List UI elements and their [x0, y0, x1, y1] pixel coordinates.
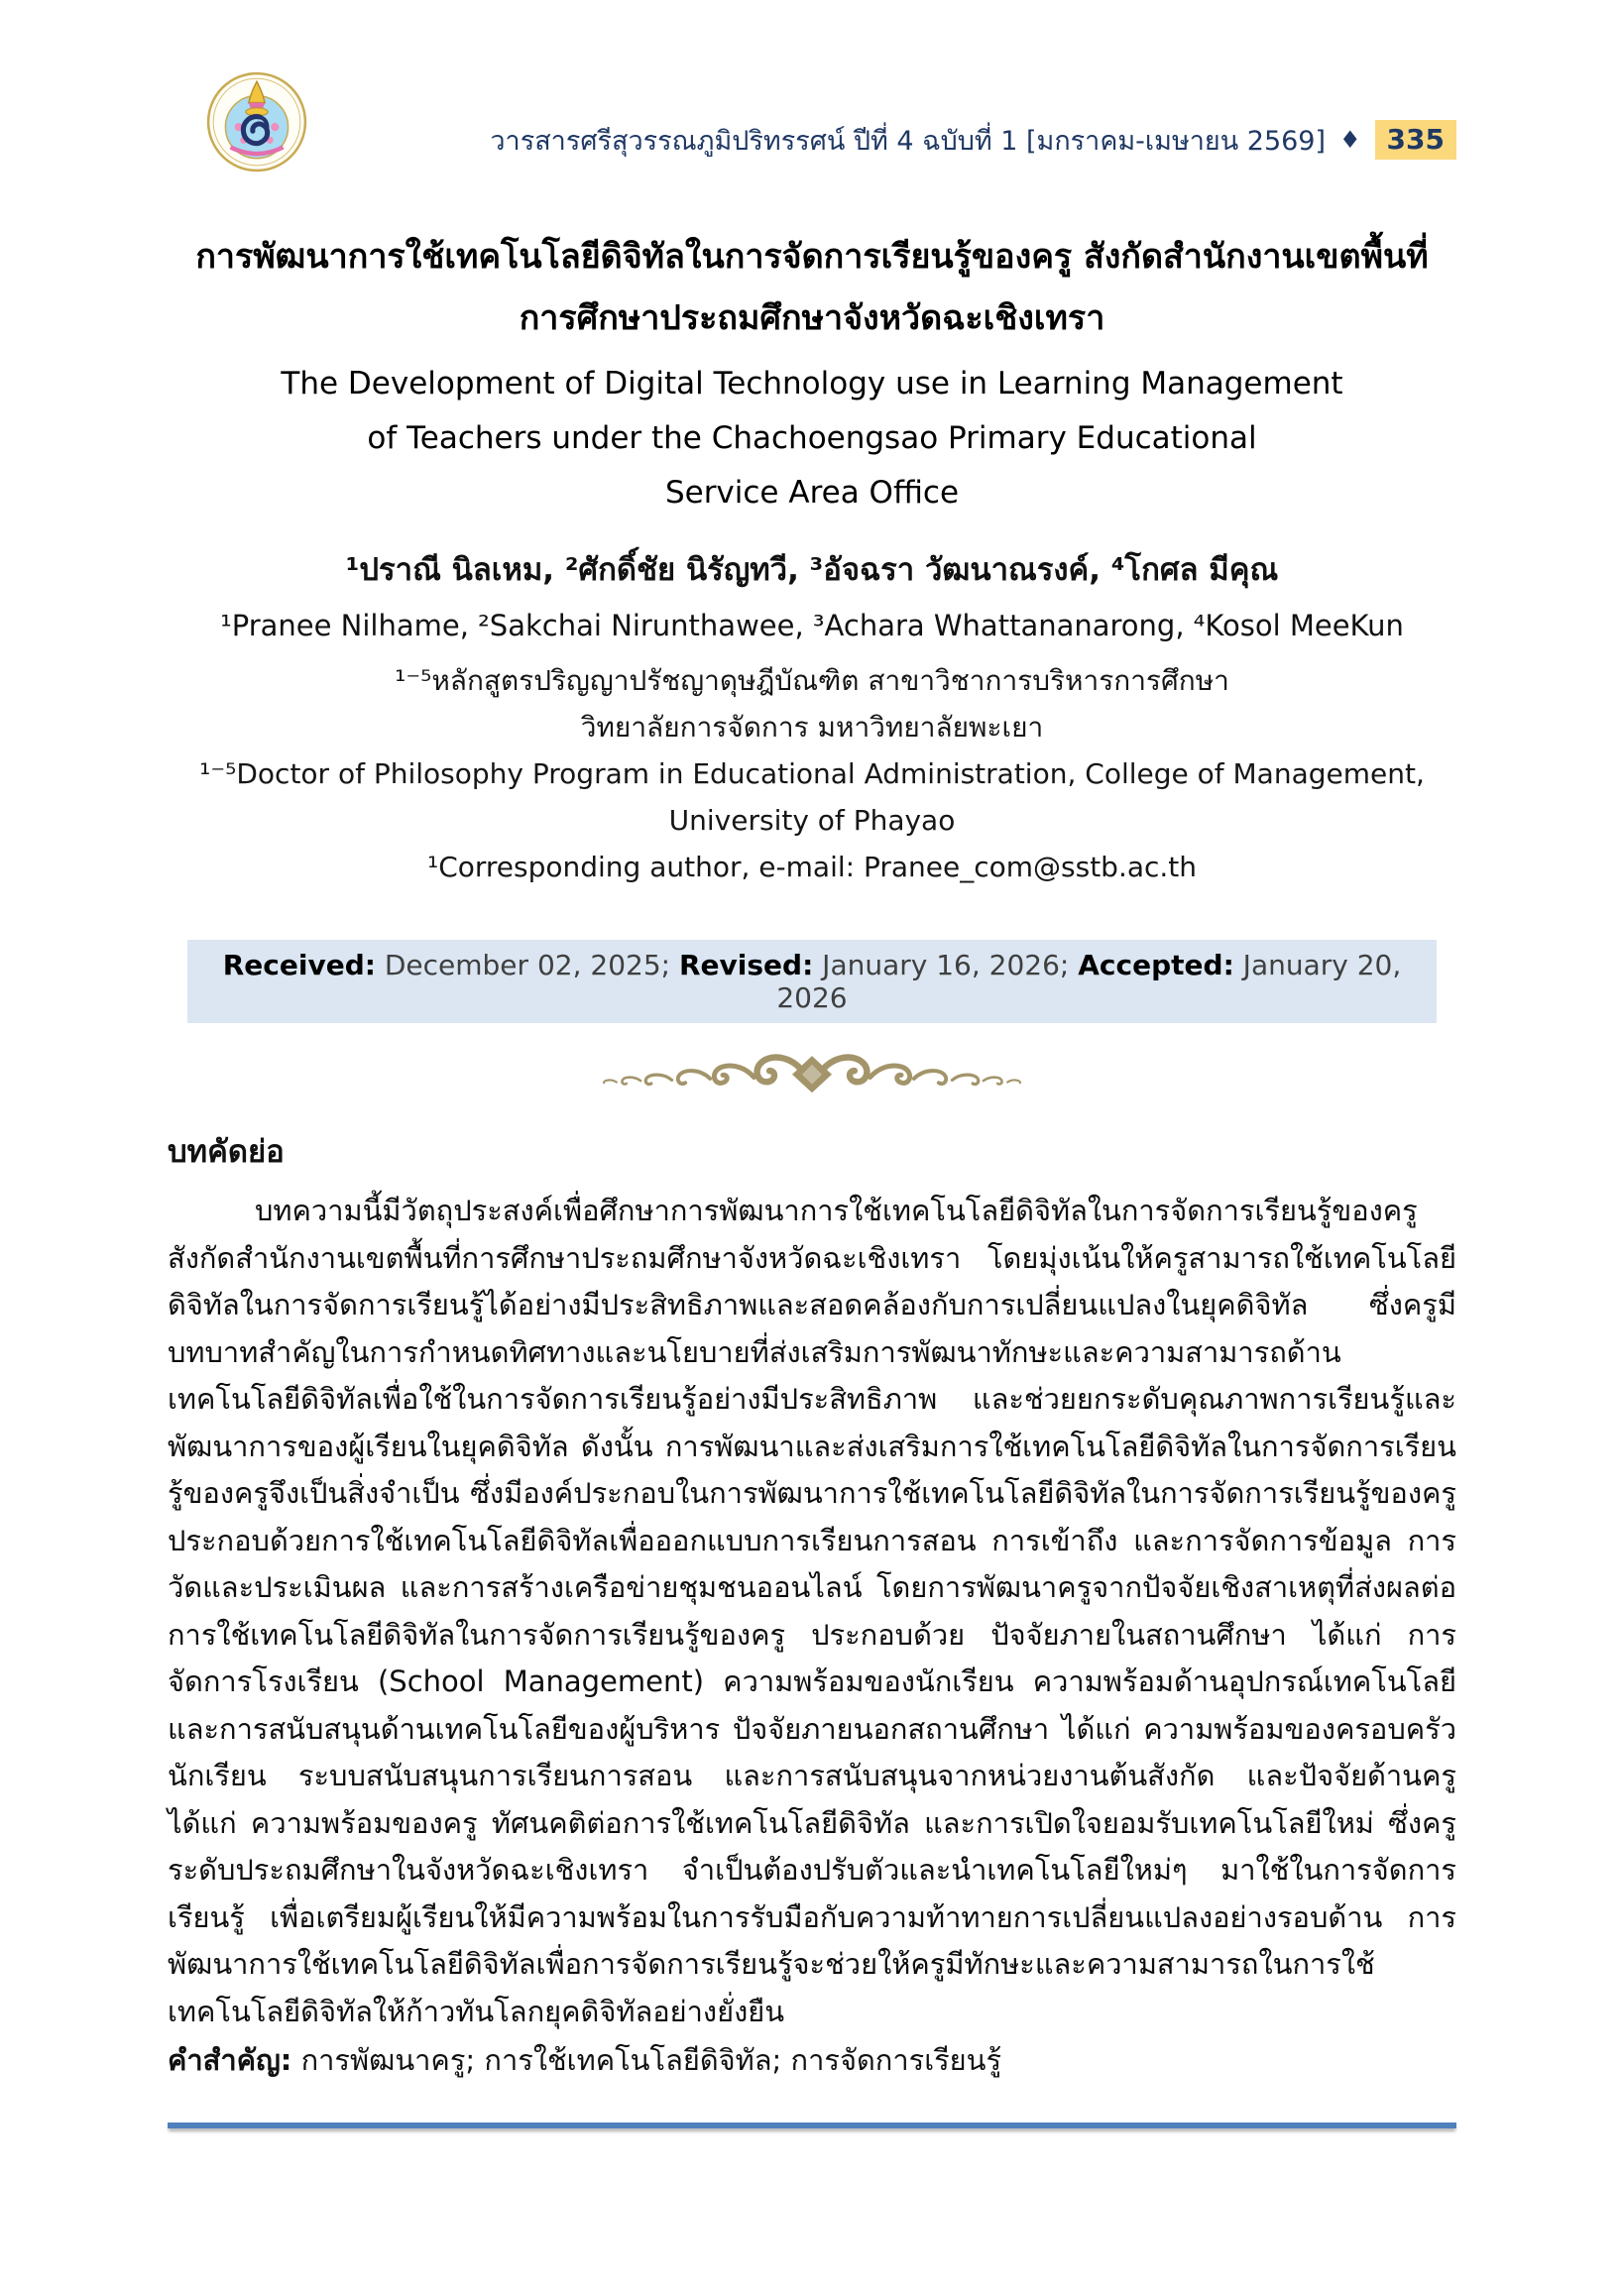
university-seal-logo — [203, 66, 310, 173]
corresponding-author-line: ¹Corresponding author, e-mail: Pranee_com@sstb.ac.th — [426, 851, 1198, 883]
article-title-thai-line2: การศึกษาประถมศึกษาจังหวัดฉะเชิงเทรา — [519, 298, 1105, 338]
revised-date: January 16, 2026; — [813, 949, 1079, 981]
affiliation-thai-line2: วิทยาลัยการจัดการ มหาวิทยาลัยพะเยา — [580, 711, 1044, 744]
keywords-label: คำสำคัญ: — [168, 2043, 292, 2077]
page-content — [168, 0, 1456, 2128]
keywords-line — [168, 2037, 1456, 2085]
journal-header-line — [490, 79, 1456, 162]
page-header — [168, 0, 1456, 176]
page-number-badge: 335 — [1375, 120, 1456, 160]
ornament-divider — [564, 1047, 1060, 1100]
authors-english: ¹Pranee Nilhame, ²Sakchai Nirunthawee, ³Achara Whattananarong, ⁴Kosol MeeKun — [220, 609, 1404, 642]
keywords-value: การพัฒนาครู; การใช้เทคโนโลยีดิจิทัล; การจัดการเรียนรู้ — [291, 2043, 1002, 2077]
affiliation-english-line2: University of Phayao — [668, 804, 956, 837]
diamond-icon: ♦ — [1339, 126, 1361, 154]
accepted-date: January 20, 2026 — [776, 949, 1402, 1014]
article-title-english-line2: of Teachers under the Chachoengsao Primary Educational — [367, 420, 1257, 456]
article-dates-bar — [187, 940, 1437, 1023]
article-title-thai — [168, 226, 1456, 349]
article-title-english-line3: Service Area Office — [664, 475, 960, 511]
received-date: December 02, 2025; — [375, 949, 679, 981]
received-label: Received: — [222, 949, 376, 981]
abstract-heading: บทคัดย่อ — [168, 1134, 285, 1170]
journal-title-text: วารสารศรีสุวรรณภูมิปริทรรศน์ ปีที่ 4 ฉบับที่ 1 [มกราคม-เมษายน 2569] — [490, 125, 1327, 157]
article-title-english — [168, 357, 1456, 520]
revised-label: Revised: — [678, 949, 814, 981]
accepted-label: Accepted: — [1078, 949, 1234, 981]
authors-thai: ¹ปราณี นิลเหม, ²ศักดิ์ชัย นิรัญทวี, ³อัจฉรา วัฒนาณรงค์, ⁴โกศล มีคุณ — [345, 552, 1279, 588]
affiliation-block — [168, 657, 1456, 890]
bottom-divider-rule — [168, 2123, 1456, 2128]
article-title-thai-line1: การพัฒนาการใช้เทคโนโลยีดิจิทัลในการจัดการเรียนรู้ของครู สังกัดสำนักงานเขตพื้นที่ — [195, 237, 1429, 277]
affiliation-thai-line1: ¹⁻⁵หลักสูตรปริญญาปรัชญาดุษฎีบัณฑิต สาขาวิชาการบริหารการศึกษา — [395, 664, 1229, 697]
affiliation-english-line1: ¹⁻⁵Doctor of Philosophy Program in Educational Administration, College of Management, — [199, 757, 1425, 790]
abstract-paragraph: บทความนี้มีวัตถุประสงค์เพื่อศึกษาการพัฒนาการใช้เทคโนโลยีดิจิทัลในการจัดการเรียนรู้ของครูสังกัดสำนักงานเขตพื้นที่การศึกษาประถมศึกษาจังหวัดฉะเชิงเทรา โดยมุ่งเน้นให้ครูสามารถใช้เทคโนโลยีดิจิทัลในการจัดการเรียนรู้ได้อย่างมีประสิทธิภาพและสอดคล้องกับการเปลี่ยนแปลงในยุคดิจิทัล ซึ่งครูมีบทบาทสำคัญในการกำหนดทิศทางและนโยบายที่ส่งเสริมการพัฒนาทักษะและความสามารถด้านเทคโนโลยีดิจิทัลเพื่อใช้ในการจัดการเรียนรู้อย่างมีประสิทธิภาพ และช่วยยกระดับคุณภาพการเรียนรู้และพัฒนาการของผู้เรียนในยุคดิจิทัล ดังนั้น การพัฒนาและส่งเสริมการใช้เทคโนโลยีดิจิทัลในการจัดการเรียนรู้ของครูจึงเป็นสิ่งจำเป็น ซึ่งมีองค์ประกอบในการพัฒนาการใช้เทคโนโลยีดิจิทัลในการจัดการเรียนรู้ของครู ประกอบด้วยการใช้เทคโนโลยีดิจิทัลเพื่อออกแบบการเรียนการสอน การเข้าถึง และการจัดการข้อมูล การวัดและประเมินผล และการสร้างเครือข่ายชุมชนออนไลน์ โดยการพัฒนาครูจากปัจจัยเชิงสาเหตุที่ส่งผลต่อการใช้เทคโนโลยีดิจิทัลในการจัดการเรียนรู้ของครู ประกอบด้วย ปัจจัยภายในสถานศึกษา ได้แก่ การจัดการโรงเรียน (School Management) ความพร้อมของนักเรียน ความพร้อมด้านอุปกรณ์เทคโนโลยี และการสนับสนุนด้านเทคโนโลยีของผู้บริหาร ปัจจัยภายนอกสถานศึกษา ได้แก่ ความพร้อมของครอบครัวนักเรียน ระบบสนับสนุนการเรียนการสอน และการสนับสนุนจากหน่วยงานต้นสังกัด และปัจจัยด้านครู ได้แก่ ความพร้อมของครู ทัศนคติต่อการใช้เทคโนโลยีดิจิทัล และการเปิดใจยอมรับเทคโนโลยีใหม่ ซึ่งครูระดับประถมศึกษาในจังหวัดฉะเชิงเทรา จำเป็นต้องปรับตัวและนำเทคโนโลยีใหม่ๆ มาใช้ในการจัดการเรียนรู้ เพื่อเตรียมผู้เรียนให้มีความพร้อมในการรับมือกับความท้าทายการเปลี่ยนแปลงอย่างรอบด้าน การพัฒนาการใช้เทคโนโลยีดิจิทัลเพื่อการจัดการเรียนรู้จะช่วยให้ครูมีทักษะและความสามารถในการใช้เทคโนโลยีดิจิทัลให้ก้าวทันโลกยุคดิจิทัลอย่างยั่งยืน — [168, 1194, 1456, 2028]
article-title-english-line1: The Development of Digital Technology use in Learning Management — [281, 366, 1343, 402]
